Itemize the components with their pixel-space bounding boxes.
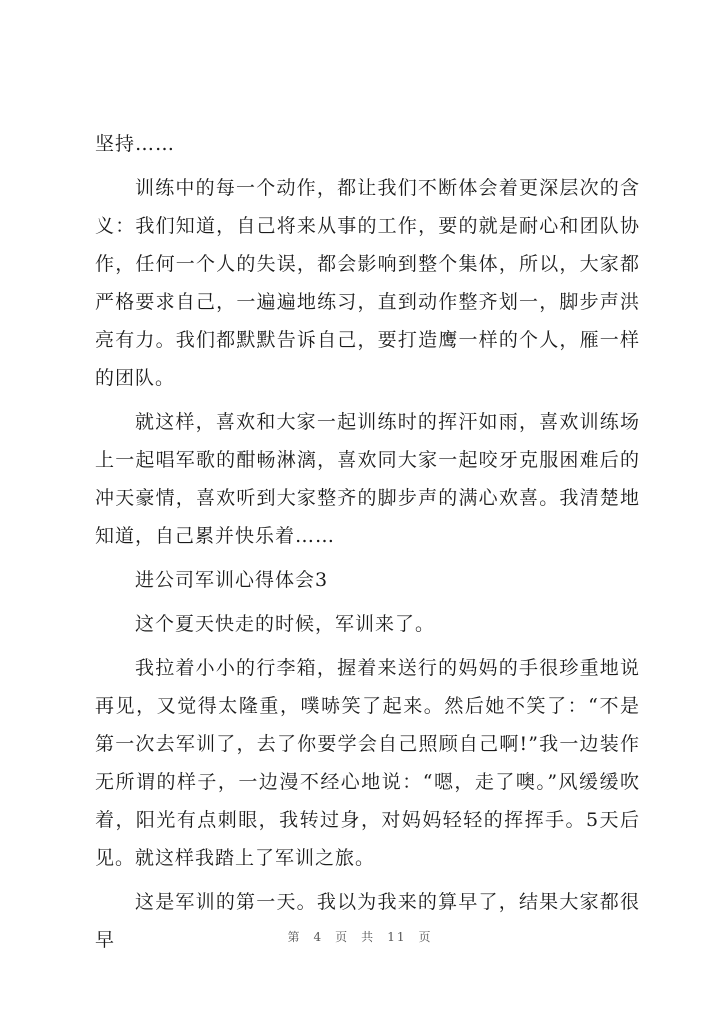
footer-page-label: 第 bbox=[287, 930, 302, 944]
footer-page-unit: 页 bbox=[335, 930, 350, 944]
paragraph-2: 训练中的每一个动作，都让我们不断体会着更深层次的含义：我们知道，自己将来从事的工作，要的就是耐心和团队协作，任何一个人的失误，都会影响到整个集体，所以，大家都严格要求自己，一遍遍地练习，直到动作整齐划一，脚步声洪亮有力。我们都默默告诉自己，要打造鹰一样的个人，雁一样的团队。 bbox=[95, 177, 640, 389]
paragraph-1: 坚持…… bbox=[95, 133, 176, 155]
page-footer bbox=[0, 928, 720, 945]
document-body bbox=[95, 125, 640, 965]
footer-total-label: 共 bbox=[361, 930, 376, 944]
section-title: 进公司军训心得体会3 bbox=[135, 569, 329, 591]
paragraph-6: 这是军训的第一天。我以为我来的算早了，结果大家都很早 bbox=[95, 891, 640, 951]
footer-total-pages: 11 bbox=[387, 930, 407, 944]
paragraph-4: 这个夏天快走的时候，军训来了。 bbox=[135, 613, 436, 635]
footer-current-page: 4 bbox=[313, 930, 324, 944]
paragraph-3: 就这样，喜欢和大家一起训练时的挥汗如雨，喜欢训练场上一起唱军歌的酣畅淋漓，喜欢同大家一起咬牙克服困难后的冲天豪情，喜欢听到大家整齐的脚步声的满心欢喜。我清楚地知道，自己累并快乐着…… bbox=[95, 411, 640, 547]
paragraph-5: 我拉着小小的行李箱，握着来送行的妈妈的手很珍重地说再见，又觉得太隆重，噗哧笑了起来。然后她不笑了：“不是第一次去军训了，去了你要学会自己照顾自己啊!”我一边装作无所谓的样子，一边漫不经心地说：“嗯，走了噢。”风缓缓吹着，阳光有点刺眼，我转过身，对妈妈轻轻的挥挥手。5天后见。就这样我踏上了军训之旅。 bbox=[95, 657, 640, 869]
footer-total-unit: 页 bbox=[418, 930, 433, 944]
